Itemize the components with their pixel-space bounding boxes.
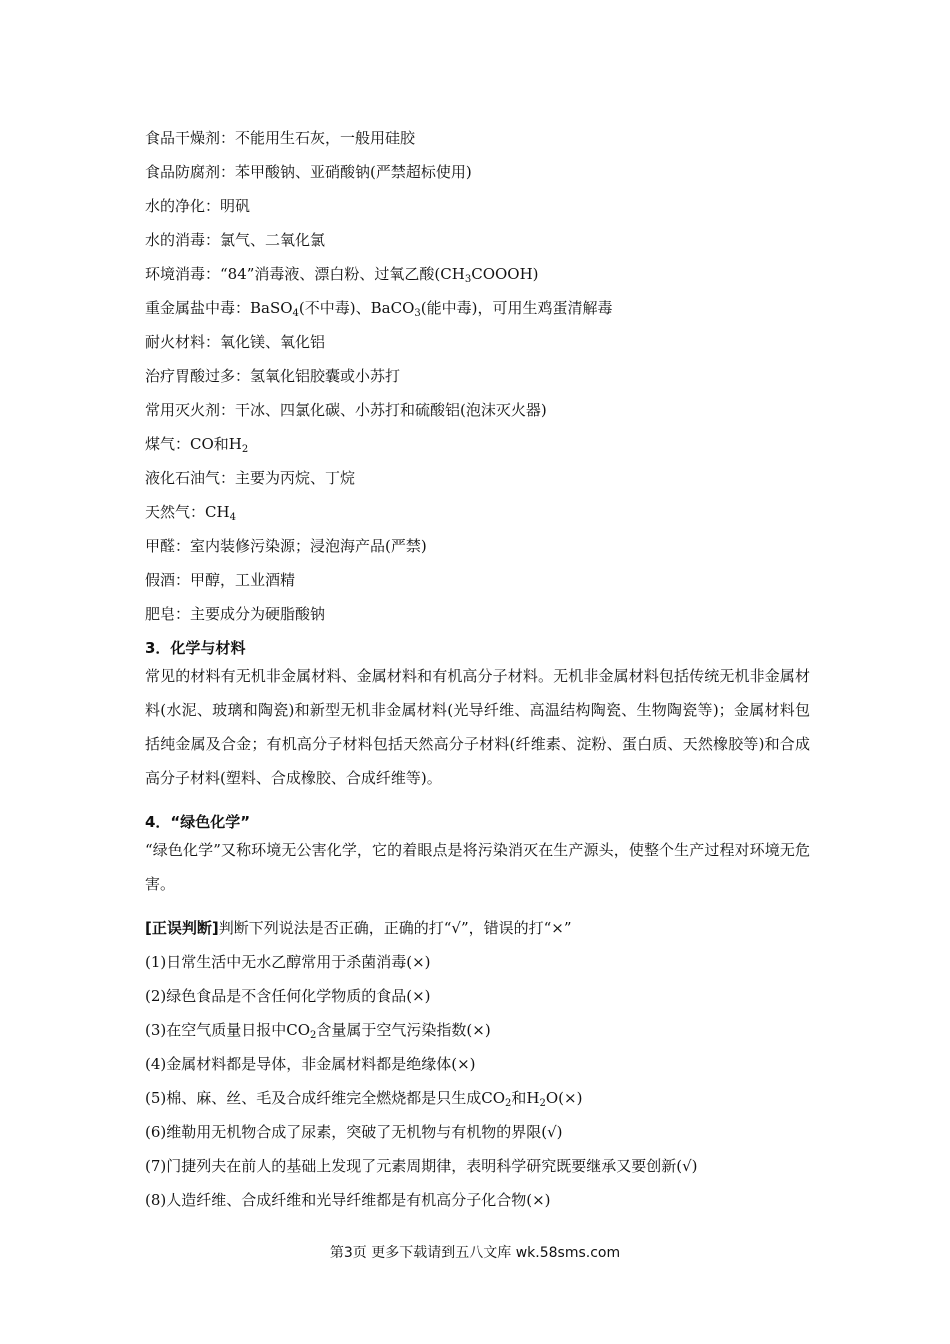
- item-food-preservative: 食品防腐剂：苯甲酸钠、亚硝酸钠(严禁超标使用): [145, 163, 472, 181]
- item-natural-gas: 天然气：$CH_4$: [145, 503, 236, 523]
- item-lpg: 液化石油气：主要为丙烷、丁烷: [145, 469, 356, 487]
- section-3-body: 常见的材料有无机非金属材料、金属材料和有机高分子材料。无机非金属材料包括传统无机非金属材料(水泥、玻璃和陶瓷)和新型无机非金属材料(光导纤维、高温结构陶瓷、生物陶瓷等)；金属材料包括纯金属及合金；有机高分子材料包括天然高分子材料(纤维素、淀粉、蛋白质、天然橡胶等)和合成高分子材料(塑料、合成橡胶、合成纤维等)。: [145, 667, 810, 787]
- judgement-item-5: (5)棉、麻、丝、毛及合成纤维完全燃烧都是只生成$CO_2$和$H_2O(\times)$: [145, 1089, 583, 1109]
- item-fake-wine: 假酒：甲醇，工业酒精: [145, 571, 296, 589]
- item-formaldehyde: 甲醛：室内装修污染源；浸泡海产品(严禁): [145, 537, 427, 555]
- section-4-body: “绿色化学”又称环境无公害化学，它的着眼点是将污染消灭在生产源头，使整个生产过程对环境无危害。: [145, 841, 810, 893]
- judgement-item-4: (4)金属材料都是导体，非金属材料都是绝缘体(×): [145, 1055, 476, 1073]
- judgement-intro: [正误判断]判断下列说法是否正确，正确的打“√”，错误的打“×”: [145, 919, 572, 937]
- item-water-disinfection: 水的消毒：氯气、二氧化氯: [145, 231, 326, 249]
- item-fire-extinguisher: 常用灭火剂：干冰、四氯化碳、小苏打和硫酸铝(泡沫灭火器): [145, 401, 547, 419]
- judgement-item-8: (8)人造纤维、合成纤维和光导纤维都是有机高分子化合物(×): [145, 1191, 551, 1209]
- section-3-heading: 3．化学与材料: [145, 639, 246, 657]
- item-soap: 肥皂：主要成分为硬脂酸钠: [145, 605, 326, 623]
- judgement-item-7: (7)门捷列夫在前人的基础上发现了元素周期律，表明科学研究既要继承又要创新(√): [145, 1157, 698, 1175]
- item-coal-gas: 煤气：CO和$H_2$: [145, 435, 249, 455]
- judgement-item-6: (6)维勒用无机物合成了尿素，突破了无机物与有机物的界限(√): [145, 1123, 563, 1141]
- item-environment-disinfection: 环境消毒：“84”消毒液、漂白粉、过氧乙酸$(CH_3COOOH)$: [145, 265, 539, 285]
- item-antacid: 治疗胃酸过多：氢氧化铝胶囊或小苏打: [145, 367, 401, 385]
- judgement-item-3: (3)在空气质量日报中$CO_2$含量属于空气污染指数(×): [145, 1021, 491, 1041]
- item-refractory-materials: 耐火材料：氧化镁、氧化铝: [145, 333, 326, 351]
- item-food-desiccant: 食品干燥剂：不能用生石灰，一般用硅胶: [145, 129, 416, 147]
- judgement-item-1: (1)日常生活中无水乙醇常用于杀菌消毒(×): [145, 953, 431, 971]
- section-4-heading: 4．“绿色化学”: [145, 813, 251, 831]
- page-footer: 第3页 更多下载请到五八文库 wk.58sms.com: [329, 1245, 621, 1261]
- item-heavy-metal-poisoning: 重金属盐中毒：BaSO$_4$(不中毒)、BaCO$_3$(能中毒)，可用生鸡蛋清解毒: [145, 299, 613, 319]
- judgement-item-2: (2)绿色食品是不含任何化学物质的食品(×): [145, 987, 431, 1005]
- item-water-purification: 水的净化：明矾: [145, 197, 251, 215]
